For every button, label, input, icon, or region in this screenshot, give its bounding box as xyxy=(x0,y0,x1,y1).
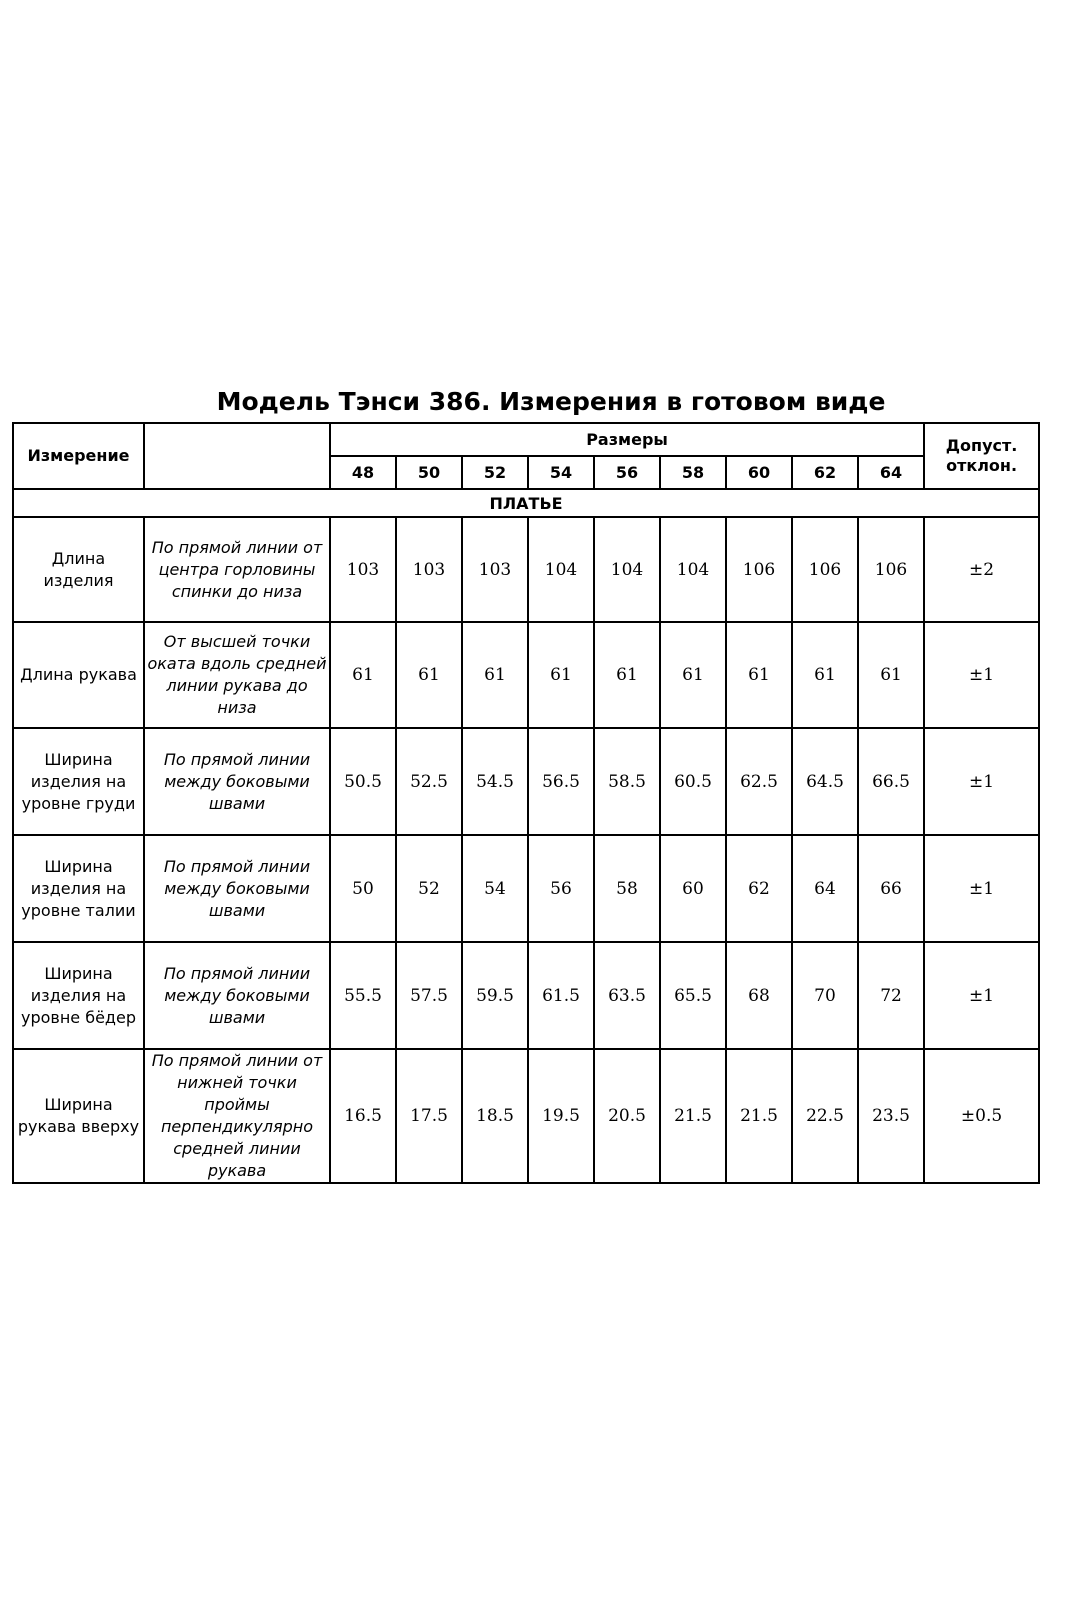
value-cell-size-58: 104 xyxy=(660,517,726,622)
value-cell-size-48: 50.5 xyxy=(330,728,396,835)
value-cell-size-54: 61.5 xyxy=(528,942,594,1049)
size-header-60: 60 xyxy=(726,456,792,489)
value-cell-size-58: 65.5 xyxy=(660,942,726,1049)
table-row xyxy=(13,728,1039,835)
value-cell-size-64: 66.5 xyxy=(858,728,924,835)
value-cell-size-52: 61 xyxy=(462,622,528,728)
value-cell-size-58: 60 xyxy=(660,835,726,942)
tolerance-cell: ±1 xyxy=(924,622,1039,728)
measurement-description: По прямой линии от нижней точки проймы перпендикулярно средней линии рукава xyxy=(144,1049,330,1183)
measurement-description: От высшей точки оката вдоль средней линии рукава до низа xyxy=(144,622,330,728)
value-cell-size-52: 103 xyxy=(462,517,528,622)
sizes-group-header: Размеры xyxy=(330,423,924,456)
value-cell-size-62: 22.5 xyxy=(792,1049,858,1183)
value-cell-size-64: 72 xyxy=(858,942,924,1049)
value-cell-size-56: 58.5 xyxy=(594,728,660,835)
value-cell-size-58: 21.5 xyxy=(660,1049,726,1183)
value-cell-size-60: 62.5 xyxy=(726,728,792,835)
value-cell-size-56: 104 xyxy=(594,517,660,622)
size-header-56: 56 xyxy=(594,456,660,489)
table-row xyxy=(13,517,1039,622)
tolerance-cell: ±1 xyxy=(924,942,1039,1049)
description-column-header xyxy=(144,423,330,489)
document-title: Модель Тэнси 386. Измерения в готовом виде xyxy=(216,387,886,416)
value-cell-size-60: 68 xyxy=(726,942,792,1049)
header-row xyxy=(13,423,1039,456)
value-cell-size-56: 61 xyxy=(594,622,660,728)
measurement-description: По прямой линии между боковыми швами xyxy=(144,728,330,835)
measurement-description: По прямой линии между боковыми швами xyxy=(144,835,330,942)
size-header-50: 50 xyxy=(396,456,462,489)
value-cell-size-50: 17.5 xyxy=(396,1049,462,1183)
value-cell-size-52: 18.5 xyxy=(462,1049,528,1183)
value-cell-size-60: 61 xyxy=(726,622,792,728)
size-header-54: 54 xyxy=(528,456,594,489)
value-cell-size-58: 60.5 xyxy=(660,728,726,835)
table-row xyxy=(13,1049,1039,1183)
size-header-64: 64 xyxy=(858,456,924,489)
section-label: ПЛАТЬЕ xyxy=(13,489,1039,517)
value-cell-size-54: 56.5 xyxy=(528,728,594,835)
measurement-name: Ширина изделия на уровне талии xyxy=(13,835,144,942)
value-cell-size-64: 66 xyxy=(858,835,924,942)
value-cell-size-48: 16.5 xyxy=(330,1049,396,1183)
section-row xyxy=(13,489,1039,517)
value-cell-size-48: 50 xyxy=(330,835,396,942)
measurement-description: По прямой линии от центра горловины спинки до низа xyxy=(144,517,330,622)
size-header-62: 62 xyxy=(792,456,858,489)
value-cell-size-64: 106 xyxy=(858,517,924,622)
value-cell-size-56: 63.5 xyxy=(594,942,660,1049)
value-cell-size-50: 57.5 xyxy=(396,942,462,1049)
measurement-description: По прямой линии между боковыми швами xyxy=(144,942,330,1049)
value-cell-size-62: 64 xyxy=(792,835,858,942)
value-cell-size-62: 106 xyxy=(792,517,858,622)
tolerance-cell: ±0.5 xyxy=(924,1049,1039,1183)
value-cell-size-48: 61 xyxy=(330,622,396,728)
tolerance-cell: ±1 xyxy=(924,835,1039,942)
value-cell-size-62: 64.5 xyxy=(792,728,858,835)
size-header-58: 58 xyxy=(660,456,726,489)
value-cell-size-54: 56 xyxy=(528,835,594,942)
measurement-name: Ширина изделия на уровне груди xyxy=(13,728,144,835)
table-row xyxy=(13,622,1039,728)
value-cell-size-60: 62 xyxy=(726,835,792,942)
value-cell-size-48: 55.5 xyxy=(330,942,396,1049)
measurement-name: Ширина изделия на уровне бёдер xyxy=(13,942,144,1049)
value-cell-size-50: 103 xyxy=(396,517,462,622)
value-cell-size-56: 20.5 xyxy=(594,1049,660,1183)
value-cell-size-54: 61 xyxy=(528,622,594,728)
value-cell-size-52: 54.5 xyxy=(462,728,528,835)
value-cell-size-48: 103 xyxy=(330,517,396,622)
measurement-column-header: Измерение xyxy=(13,423,144,489)
value-cell-size-50: 52.5 xyxy=(396,728,462,835)
value-cell-size-56: 58 xyxy=(594,835,660,942)
measurement-name: Ширина рукава вверху xyxy=(13,1049,144,1183)
measurement-name: Длина рукава xyxy=(13,622,144,728)
measurement-name: Длина изделия xyxy=(13,517,144,622)
value-cell-size-62: 70 xyxy=(792,942,858,1049)
value-cell-size-60: 106 xyxy=(726,517,792,622)
size-header-48: 48 xyxy=(330,456,396,489)
table-row xyxy=(13,942,1039,1049)
tolerance-cell: ±2 xyxy=(924,517,1039,622)
value-cell-size-52: 54 xyxy=(462,835,528,942)
value-cell-size-52: 59.5 xyxy=(462,942,528,1049)
measurements-table xyxy=(12,422,1040,1184)
tolerance-column-header: Допуст. отклон. xyxy=(924,423,1039,489)
size-header-52: 52 xyxy=(462,456,528,489)
size-chart-document xyxy=(10,382,1046,1184)
value-cell-size-50: 52 xyxy=(396,835,462,942)
value-cell-size-58: 61 xyxy=(660,622,726,728)
value-cell-size-50: 61 xyxy=(396,622,462,728)
value-cell-size-62: 61 xyxy=(792,622,858,728)
value-cell-size-64: 61 xyxy=(858,622,924,728)
value-cell-size-60: 21.5 xyxy=(726,1049,792,1183)
value-cell-size-54: 104 xyxy=(528,517,594,622)
table-row xyxy=(13,835,1039,942)
tolerance-cell: ±1 xyxy=(924,728,1039,835)
value-cell-size-54: 19.5 xyxy=(528,1049,594,1183)
value-cell-size-64: 23.5 xyxy=(858,1049,924,1183)
